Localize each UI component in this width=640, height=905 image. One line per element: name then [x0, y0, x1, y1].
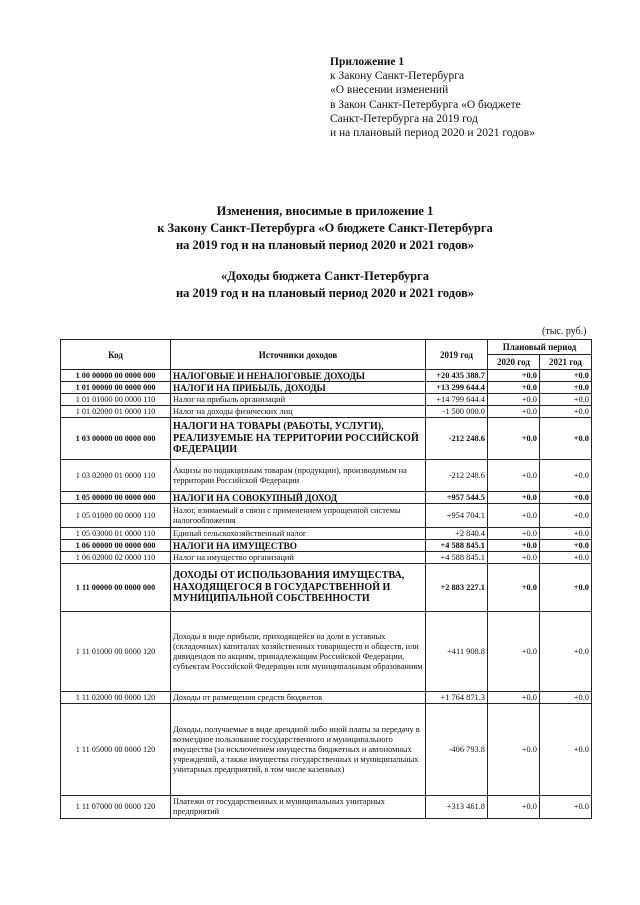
table-row	[61, 612, 592, 692]
table-row	[61, 564, 592, 612]
row-value-2021: +0.0	[540, 540, 592, 552]
document-subheading	[60, 268, 590, 302]
row-source: Налог, взимаемый в связи с применением упрощенной системы налогообложения	[171, 504, 426, 528]
row-source: Акцизы по подакцизным товарам (продукции), производимым на территории Российской Федерации	[171, 460, 426, 492]
row-value-2020: +0.0	[488, 406, 540, 418]
table-row	[61, 704, 592, 796]
appendix-line: Санкт-Петербурга на 2019 год	[330, 112, 478, 125]
table-row	[61, 394, 592, 406]
row-value-2021: +0.0	[540, 612, 592, 692]
header-2021: 2021 год	[540, 355, 592, 370]
row-value-2019: -406 793.8	[426, 704, 488, 796]
row-value-2021: +0.0	[540, 552, 592, 564]
row-code: 1 05 01000 00 0000 110	[61, 504, 171, 528]
row-source: ДОХОДЫ ОТ ИСПОЛЬЗОВАНИЯ ИМУЩЕСТВА, НАХОДЯЩЕГОСЯ В ГОСУДАРСТВЕННОЙ И МУНИЦИПАЛЬНОЙ СОБСТВЕННОСТИ	[171, 564, 426, 612]
row-value-2021: +0.0	[540, 406, 592, 418]
row-value-2020: +0.0	[488, 552, 540, 564]
table-row	[61, 460, 592, 492]
row-value-2020: +0.0	[488, 504, 540, 528]
table-row	[61, 406, 592, 418]
row-value-2019: +13 299 644.4	[426, 382, 488, 394]
row-value-2021: +0.0	[540, 504, 592, 528]
row-source: Налог на прибыль организаций	[171, 394, 426, 406]
row-code: 1 11 07000 00 0000 120	[61, 796, 171, 819]
table-row	[61, 528, 592, 540]
appendix-block	[330, 55, 535, 140]
row-source: Доходы в виде прибыли, приходящейся на доли в уставных (складочных) капиталах хозяйственных товариществ и обществ, или дивидендов по акциям, принадлежащим Российской Федерации, субъектам Российской Федерации или муниципальным образованиям	[171, 612, 426, 692]
table-row	[61, 692, 592, 704]
row-value-2020: +0.0	[488, 704, 540, 796]
header-plan-period: Плановый период	[488, 340, 592, 355]
row-value-2021: +0.0	[540, 564, 592, 612]
revenue-table	[60, 339, 592, 819]
row-source: Налог на доходы физических лиц	[171, 406, 426, 418]
header-code: Код	[61, 340, 171, 370]
row-code: 1 06 02000 02 0000 110	[61, 552, 171, 564]
row-code: 1 11 01000 00 0000 120	[61, 612, 171, 692]
row-source: НАЛОГИ НА СОВОКУПНЫЙ ДОХОД	[171, 492, 426, 504]
row-code: 1 06 00000 00 0000 000	[61, 540, 171, 552]
row-code: 1 11 05000 00 0000 120	[61, 704, 171, 796]
row-code: 1 11 00000 00 0000 000	[61, 564, 171, 612]
appendix-line: к Закону Санкт-Петербурга	[330, 70, 465, 83]
row-value-2021: +0.0	[540, 492, 592, 504]
row-code: 1 05 03000 01 0000 110	[61, 528, 171, 540]
row-source: Платежи от государственных и муниципальных унитарных предприятий	[171, 796, 426, 819]
header-2019: 2019 год	[426, 340, 488, 370]
row-source: НАЛОГИ НА ТОВАРЫ (РАБОТЫ, УСЛУГИ), РЕАЛИЗУЕМЫЕ НА ТЕРРИТОРИИ РОССИЙСКОЙ ФЕДЕРАЦИИ	[171, 418, 426, 460]
row-value-2020: +0.0	[488, 540, 540, 552]
table-row	[61, 492, 592, 504]
appendix-line: в Закон Санкт-Петербурга «О бюджете	[330, 98, 521, 111]
heading-line: Изменения, вносимые в приложение 1	[216, 204, 434, 218]
row-value-2019: +313 461.8	[426, 796, 488, 819]
row-value-2020: +0.0	[488, 370, 540, 382]
row-value-2019: +411 908.8	[426, 612, 488, 692]
unit-label: (тыс. руб.)	[542, 326, 587, 337]
row-value-2019: +1 764 871.3	[426, 692, 488, 704]
row-value-2019: +20 435 388.7	[426, 370, 488, 382]
table-row	[61, 370, 592, 382]
heading-line: к Закону Санкт-Петербурга «О бюджете Санкт-Петербурга	[157, 221, 493, 235]
appendix-title: Приложение 1	[330, 56, 405, 68]
row-value-2021: +0.0	[540, 460, 592, 492]
row-value-2020: +0.0	[488, 528, 540, 540]
row-value-2020: +0.0	[488, 418, 540, 460]
row-code: 1 03 00000 00 0000 000	[61, 418, 171, 460]
row-value-2020: +0.0	[488, 394, 540, 406]
table-row	[61, 552, 592, 564]
row-value-2020: +0.0	[488, 382, 540, 394]
row-value-2019: -212 248.6	[426, 460, 488, 492]
row-source: НАЛОГИ НА ПРИБЫЛЬ, ДОХОДЫ	[171, 382, 426, 394]
row-value-2021: +0.0	[540, 692, 592, 704]
row-code: 1 01 00000 00 0000 000	[61, 382, 171, 394]
row-value-2020: +0.0	[488, 492, 540, 504]
row-source: НАЛОГОВЫЕ И НЕНАЛОГОВЫЕ ДОХОДЫ	[171, 370, 426, 382]
table-row	[61, 540, 592, 552]
row-value-2020: +0.0	[488, 460, 540, 492]
row-value-2019: -212 248.6	[426, 418, 488, 460]
row-code: 1 01 01000 00 0000 110	[61, 394, 171, 406]
row-value-2020: +0.0	[488, 564, 540, 612]
row-value-2020: +0.0	[488, 612, 540, 692]
row-code: 1 11 02000 00 0000 120	[61, 692, 171, 704]
heading-line: на 2019 год и на плановый период 2020 и 2021 годов»	[175, 238, 475, 252]
row-value-2019: +4 588 845.1	[426, 540, 488, 552]
row-source: Доходы, получаемые в виде арендной либо иной платы за передачу в возмездное пользование государственного и муниципального имущества (за исключением имущества бюджетных и автономных учреждений, а также имущества государственных и муниципальных унитарных предприятий, в том числе казенных)	[171, 704, 426, 796]
subheading-line: на 2019 год и на плановый период 2020 и 2021 годов»	[175, 286, 475, 300]
row-value-2021: +0.0	[540, 394, 592, 406]
table-row	[61, 796, 592, 819]
row-code: 1 05 00000 00 0000 000	[61, 492, 171, 504]
row-value-2019: +954 704.1	[426, 504, 488, 528]
row-value-2019: +2 883 227.1	[426, 564, 488, 612]
row-source: НАЛОГИ НА ИМУЩЕСТВО	[171, 540, 426, 552]
row-value-2021: +0.0	[540, 528, 592, 540]
row-value-2020: +0.0	[488, 692, 540, 704]
row-value-2021: +0.0	[540, 382, 592, 394]
row-value-2019: -1 500 000.0	[426, 406, 488, 418]
row-value-2021: +0.0	[540, 370, 592, 382]
row-value-2019: +957 544.5	[426, 492, 488, 504]
appendix-line: «О внесении изменений	[330, 84, 449, 97]
row-value-2019: +2 840.4	[426, 528, 488, 540]
row-value-2021: +0.0	[540, 704, 592, 796]
appendix-line: и на плановый период 2020 и 2021 годов»	[330, 127, 535, 140]
row-code: 1 00 00000 00 0000 000	[61, 370, 171, 382]
row-code: 1 03 02000 01 0000 110	[61, 460, 171, 492]
header-2020: 2020 год	[488, 355, 540, 370]
row-value-2019: +4 588 845.1	[426, 552, 488, 564]
row-code: 1 01 02000 01 0000 110	[61, 406, 171, 418]
document-heading	[60, 203, 590, 254]
row-source: Единый сельскохозяйственный налог	[171, 528, 426, 540]
table-row	[61, 418, 592, 460]
row-value-2021: +0.0	[540, 796, 592, 819]
table-row	[61, 382, 592, 394]
row-value-2021: +0.0	[540, 418, 592, 460]
row-value-2020: +0.0	[488, 796, 540, 819]
table-row	[61, 504, 592, 528]
row-source: Доходы от размещения средств бюджетов	[171, 692, 426, 704]
header-source: Источники доходов	[171, 340, 426, 370]
row-value-2019: +14 799 644.4	[426, 394, 488, 406]
row-source: Налог на имущество организаций	[171, 552, 426, 564]
subheading-line: «Доходы бюджета Санкт-Петербурга	[221, 269, 429, 283]
